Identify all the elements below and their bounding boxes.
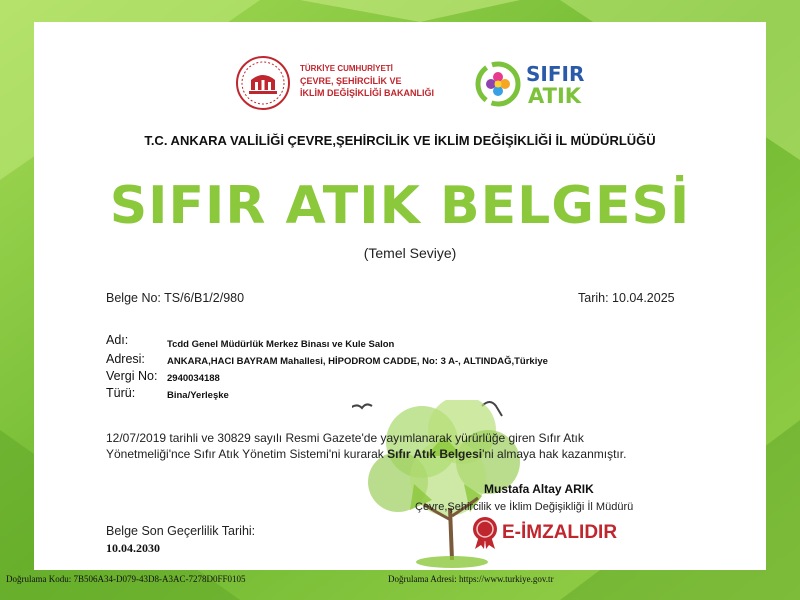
ministry-name-line3: İKLİM DEĞİŞİKLİĞİ BAKANLIĞI — [300, 88, 434, 98]
zero-waste-word-sifir: SIFIR — [526, 62, 585, 86]
statement-certificate-name: Sıfır Atık Belgesi — [387, 447, 483, 461]
e-signature-badge: E-İMZALIDIR — [502, 522, 618, 543]
ministry-name-line1: TÜRKİYE CUMHURİYETİ — [300, 64, 393, 73]
validity-label: Belge Son Geçerlilik Tarihi: — [106, 524, 256, 538]
statement-line-2 — [106, 446, 626, 463]
document-number: Belge No: TS/6/B1/2/980 — [106, 291, 245, 305]
recycle-flower-icon — [474, 60, 522, 108]
field-value-address: ANKARA,HACI BAYRAM Mahallesi, HİPODROM CADDE, No: 3 A-, ALTINDAĞ,Türkiye — [167, 356, 548, 367]
signatory-name: Mustafa Altay ARIK — [484, 482, 594, 496]
zero-waste-logo — [474, 58, 594, 114]
issuing-office: T.C. ANKARA VALİLİĞİ ÇEVRE,ŞEHİRCİLİK VE İKLİM DEĞİŞİKLİĞİ İL MÜDÜRLÜĞÜ — [144, 133, 656, 148]
statement-line-2-start: Yönetmeliği'nce Sıfır Atık Yönetim Sistemi'ni kurarak — [106, 447, 388, 461]
field-label-type: Türü: — [106, 386, 136, 400]
field-value-type: Bina/Yerleşke — [167, 390, 229, 401]
ministry-logo — [234, 54, 454, 112]
zero-waste-word-atik: ATIK — [528, 84, 582, 108]
field-value-tax-number: 2940034188 — [167, 373, 220, 384]
field-label-name: Adı: — [106, 333, 129, 347]
validity-date: 10.04.2030 — [106, 541, 160, 555]
certificate-level: (Temel Seviye) — [363, 245, 457, 261]
ministry-name-line2: ÇEVRE, ŞEHİRCİLİK VE — [300, 76, 402, 86]
certificate-title: SIFIR ATIK BELGESİ — [109, 176, 691, 236]
verification-code: Doğrulama Kodu: 7B506A34-D079-43D8-A3AC-7278D0FF0105 — [6, 574, 246, 584]
field-label-address: Adresi: — [106, 352, 145, 366]
field-value-name: Tcdd Genel Müdürlük Merkez Binası ve Kule Salon — [167, 339, 395, 350]
document-date: Tarih: 10.04.2025 — [578, 291, 675, 305]
signatory-title: Çevre,Şehircilik ve İklim Değişikliği İl Müdürü — [415, 501, 634, 513]
field-label-tax-number: Vergi No: — [106, 369, 158, 383]
verification-address: Doğrulama Adresi: https://www.turkiye.gov.tr — [388, 574, 554, 584]
ministry-emblem-icon — [234, 54, 292, 112]
e-signature-seal-icon — [471, 516, 499, 550]
statement-line-2-end: 'ni almaya hak kazanmıştır. — [482, 447, 627, 461]
statement-line-1: 12/07/2019 tarihli ve 30829 sayılı Resmi Gazete'de yayımlanarak yürürlüğe giren Sıfır Atık — [106, 431, 584, 445]
